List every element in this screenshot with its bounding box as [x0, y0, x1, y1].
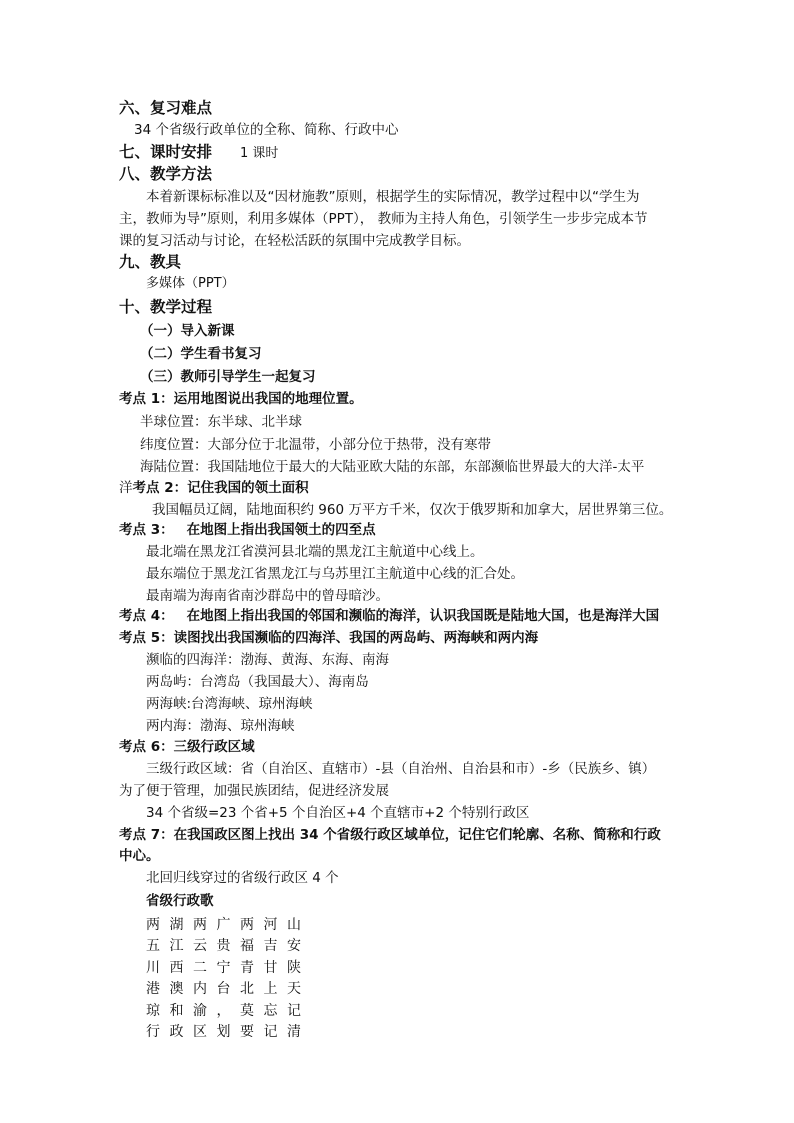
song-char: 记: [287, 1002, 301, 1019]
kaodian-6-line-3: 34 个省级=23 个省+5 个自治区+4 个直辖市+2 个特别行政区: [146, 805, 530, 821]
kaodian-7-heading: [119, 825, 661, 845]
kaodian-1-title: 运用地图说出我国的地理位置。: [173, 391, 363, 407]
song-row-1: [146, 915, 311, 937]
kaodian-6-line-1: 三级行政区域：省（自治区、直辖市）-县（自治州、自治县和市）-乡（民族乡、镇）: [146, 761, 656, 777]
song-char: 两: [146, 916, 160, 933]
section-9-body: 多媒体（PPT）: [146, 276, 235, 291]
section-7-title: [119, 141, 278, 165]
song-char: 河: [263, 916, 278, 933]
song-char: 川: [146, 959, 160, 976]
kaodian-5-label: 考点 5：: [119, 630, 174, 646]
section-8-title: 八、教学方法: [119, 165, 213, 183]
song-char: 安: [287, 938, 301, 954]
step-1: （一）导入新课: [140, 323, 235, 339]
song-char: 陕: [287, 959, 301, 976]
song-char: 云: [193, 938, 207, 954]
song-row-5: [146, 1001, 311, 1023]
kaodian-3-line-3: 最南端为海南省南沙群岛中的曾母暗沙。: [146, 588, 389, 604]
kaodian-6-label: 考点 6：: [119, 739, 174, 755]
kaodian-2-prefix: 洋: [119, 480, 133, 496]
song-char: 划: [216, 1024, 231, 1040]
song-char: 台: [216, 981, 231, 997]
song-char: 忘: [263, 1002, 278, 1019]
kaodian-6-title: 三级行政区域: [173, 739, 255, 755]
song-char: 西: [169, 959, 184, 976]
song-char: 政: [169, 1024, 184, 1040]
song-char: 内: [193, 981, 207, 997]
song-char: 两: [193, 916, 207, 933]
kaodian-2-label: 考点 2：: [132, 480, 188, 496]
section-6-body: 34 个省级行政单位的全称、简称、行政中心: [134, 122, 399, 138]
song-row-3: [146, 958, 311, 980]
kaodian-1-line-1: 半球位置：东半球、北半球: [140, 414, 302, 430]
kaodian-6-line-2: 为了便于管理，加强民族团结，促进经济发展: [119, 783, 389, 799]
song-char: 记: [263, 1024, 278, 1040]
kaodian-1-heading: [119, 389, 363, 409]
section-7-label: 七、课时安排: [119, 143, 213, 161]
song-char: 福: [240, 938, 254, 954]
kaodian-2-title: 记住我国的领土面积: [187, 480, 309, 496]
song-char: ，: [216, 1002, 231, 1019]
song-char: 澳: [169, 981, 184, 997]
kaodian-4-title: 在地图上指出我国的邻国和濒临的海洋，认识我国既是陆地大国，也是海洋大国: [186, 608, 660, 624]
song-char: 上: [263, 981, 278, 997]
kaodian-5-heading: [119, 628, 538, 648]
song-char: 琼: [146, 1002, 160, 1019]
section-10-title: 十、教学过程: [119, 298, 213, 316]
song-char: 北: [240, 981, 254, 997]
song-char: 清: [287, 1024, 301, 1040]
song-row-2: [146, 936, 311, 958]
section-7-value: 1 课时: [240, 146, 279, 161]
kaodian-6-heading: [119, 737, 255, 757]
song-char: 天: [287, 981, 301, 997]
song-char: 贵: [216, 938, 231, 954]
song-char: 要: [240, 1024, 254, 1040]
song-char: 行: [146, 1024, 160, 1040]
step-3: （三）教师引导学生一起复习: [140, 369, 316, 385]
section-6-title: 六、复习难点: [119, 99, 213, 117]
song-char: 二: [193, 959, 207, 976]
song-char: 两: [240, 916, 254, 933]
province-song: [146, 891, 311, 1044]
song-char: 宁: [216, 959, 231, 976]
kaodian-3-heading: [119, 520, 376, 540]
kaodian-3-title: 在地图上指出我国领土的四至点: [186, 522, 376, 538]
kaodian-5-line-2: 两岛屿：台湾岛（我国最大）、海南岛: [146, 674, 369, 690]
kaodian-7-title-2: 中心。: [119, 848, 160, 864]
kaodian-3-line-2: 最东端位于黑龙江省黑龙江与乌苏里江主航道中心线的汇合处。: [146, 566, 524, 582]
kaodian-7-title-1: 在我国政区图上找出 34 个省级行政区域单位，记住它们轮廓、名称、简称和行政: [173, 827, 661, 843]
step-2: （二）学生看书复习: [140, 346, 262, 362]
song-char: 区: [193, 1024, 207, 1040]
kaodian-1-line-3: 海陆位置：我国陆地位于最大的大陆亚欧大陆的东部，东部濒临世界最大的大洋-太平: [140, 459, 645, 475]
kaodian-3-label: 考点 3：: [119, 522, 174, 538]
song-char: 青: [240, 959, 254, 976]
kaodian-2-heading: [119, 478, 309, 498]
kaodian-7-label: 考点 7：: [119, 827, 174, 843]
section-9-title: 九、教具: [119, 253, 182, 271]
kaodian-5-title: 读图找出我国濒临的四海洋、我国的两岛屿、两海峡和两内海: [173, 630, 539, 646]
kaodian-4-label: 考点 4：: [119, 608, 174, 624]
song-char: 广: [216, 916, 231, 933]
song-char: 五: [146, 938, 160, 954]
kaodian-5-line-1: 濒临的四海洋：渤海、黄海、东海、南海: [146, 652, 389, 668]
kaodian-5-line-4: 两内海：渤海、琼州海峡: [146, 718, 295, 734]
section-8-line-3: 课的复习活动与讨论，在轻松活跃的氛围中完成教学目标。: [119, 233, 470, 249]
song-char: 莫: [240, 1002, 254, 1019]
song-char: 山: [287, 916, 301, 933]
song-char: 湖: [169, 916, 184, 933]
kaodian-2-line: 我国幅员辽阔，陆地面积约 960 万平方千米，仅次于俄罗斯和加拿大，居世界第三位。: [152, 502, 673, 518]
song-char: 和: [169, 1002, 184, 1019]
section-8-line-2: 主，教师为导”原则，利用多媒体（PPT）， 教师为主持人角色，引领学生一步步完成本节: [119, 211, 648, 227]
kaodian-3-line-1: 最北端在黑龙江省漠河县北端的黑龙江主航道中心线上。: [146, 544, 484, 560]
kaodian-1-label: 考点 1：: [119, 391, 174, 407]
song-row-4: [146, 979, 311, 1001]
song-char: 甘: [263, 959, 278, 976]
kaodian-7-line: 北回归线穿过的省级行政区 4 个: [146, 870, 339, 886]
kaodian-1-line-2: 纬度位置：大部分位于北温带，小部分位于热带，没有寒带: [140, 437, 491, 453]
song-char: 吉: [263, 938, 278, 954]
song-row-6: [146, 1022, 311, 1044]
kaodian-4-heading: [119, 606, 659, 626]
kaodian-5-line-3: 两海峡:台湾海峡、琼州海峡: [146, 696, 313, 712]
song-title: 省级行政歌: [146, 893, 214, 909]
song-char: 渝: [193, 1002, 207, 1019]
song-char: 江: [169, 938, 184, 954]
song-char: 港: [146, 981, 160, 997]
section-8-line-1: 本着新课标标准以及“因材施教”原则，根据学生的实际情况，教学过程中以“学生为: [146, 189, 640, 205]
